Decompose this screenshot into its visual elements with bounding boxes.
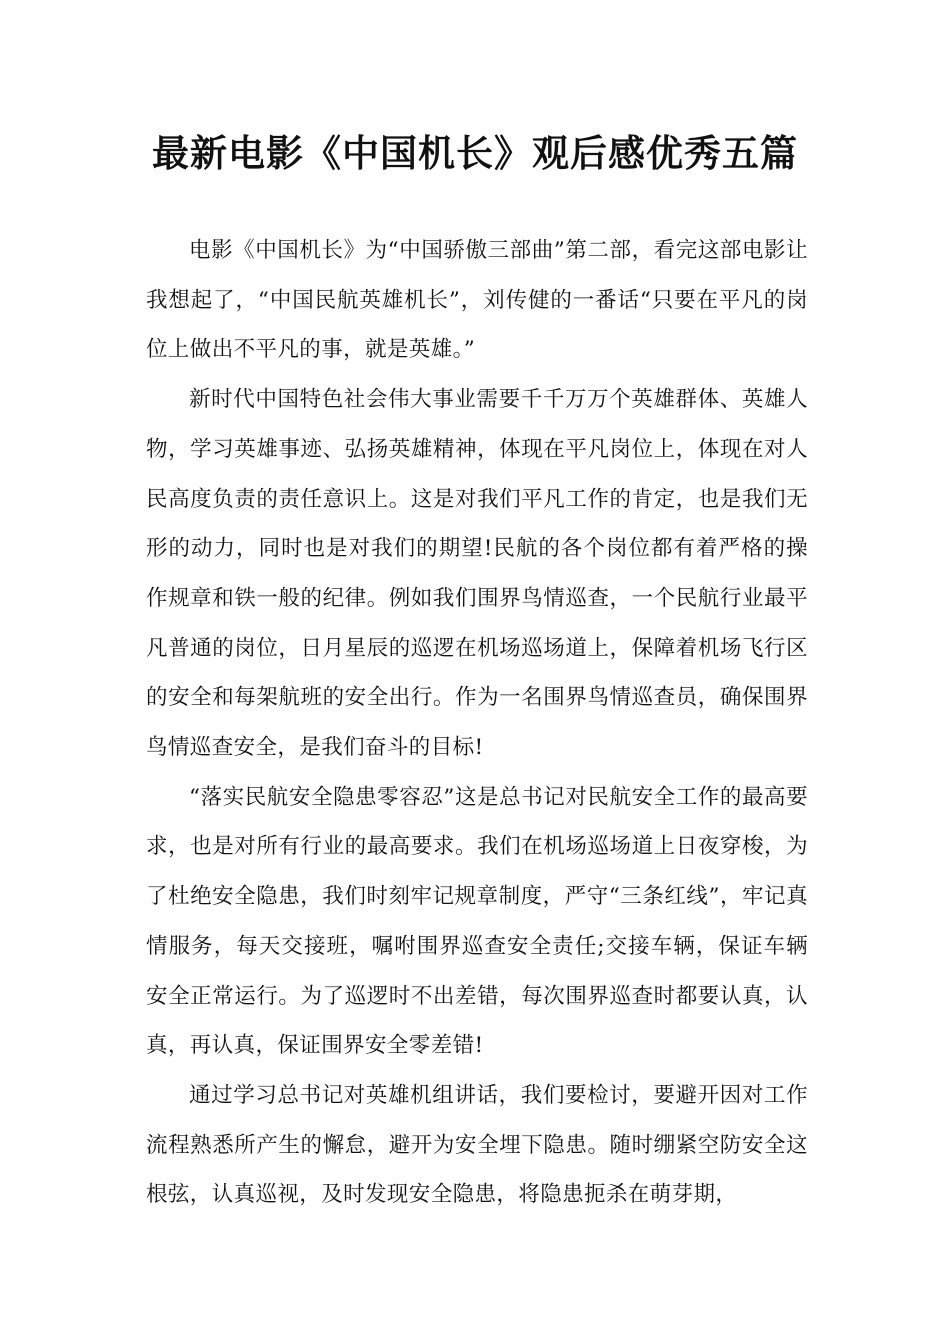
paragraph-2: 新时代中国特色社会伟大事业需要千千万万个英雄群体、英雄人物，学习英雄事迹、弘扬英雄精神，体现在平凡岗位上，体现在对人民高度负责的责任意识上。这是对我们平凡工作的肯定，也是我们无形的动力，同时也是对我们的期望!民航的各个岗位都有着严格的操作规章和铁一般的纪律。例如我们围界鸟情巡查，一个民航行业最平凡普通的岗位，日月星辰的巡逻在机场巡场道上，保障着机场飞行区的安全和每架航班的安全出行。作为一名围界鸟情巡查员，确保围界鸟情巡查安全，是我们奋斗的目标! — [146, 387, 808, 761]
document-body — [146, 226, 808, 1220]
paragraph-1: 电影《中国机长》为“中国骄傲三部曲”第二部，看完这部电影让我想起了，“中国民航英雄机长”，刘传健的一番话“只要在平凡的岗位上做出不平凡的事，就是英雄。” — [146, 238, 808, 363]
paragraph-3: “落实民航安全隐患零容忍”这是总书记对民航安全工作的最高要求，也是对所有行业的最高要求。我们在机场巡场道上日夜穿梭，为了杜绝安全隐患，我们时刻牢记规章制度，严守“三条红线”，牢记真情服务，每天交接班，嘱咐围界巡查安全责任;交接车辆，保证车辆安全正常运行。为了巡逻时不出差错，每次围界巡查时都要认真，认真，再认真，保证围界安全零差错! — [146, 784, 808, 1059]
paragraph-4: 通过学习总书记对英雄机组讲话，我们要检讨，要避开因对工作流程熟悉所产生的懈怠，避开为安全埋下隐患。随时绷紧空防安全这根弦，认真巡视，及时发现安全隐患，将隐患扼杀在萌芽期， — [146, 1082, 808, 1208]
document-title: 最新电影《中国机长》观后感优秀五篇 — [152, 132, 798, 175]
